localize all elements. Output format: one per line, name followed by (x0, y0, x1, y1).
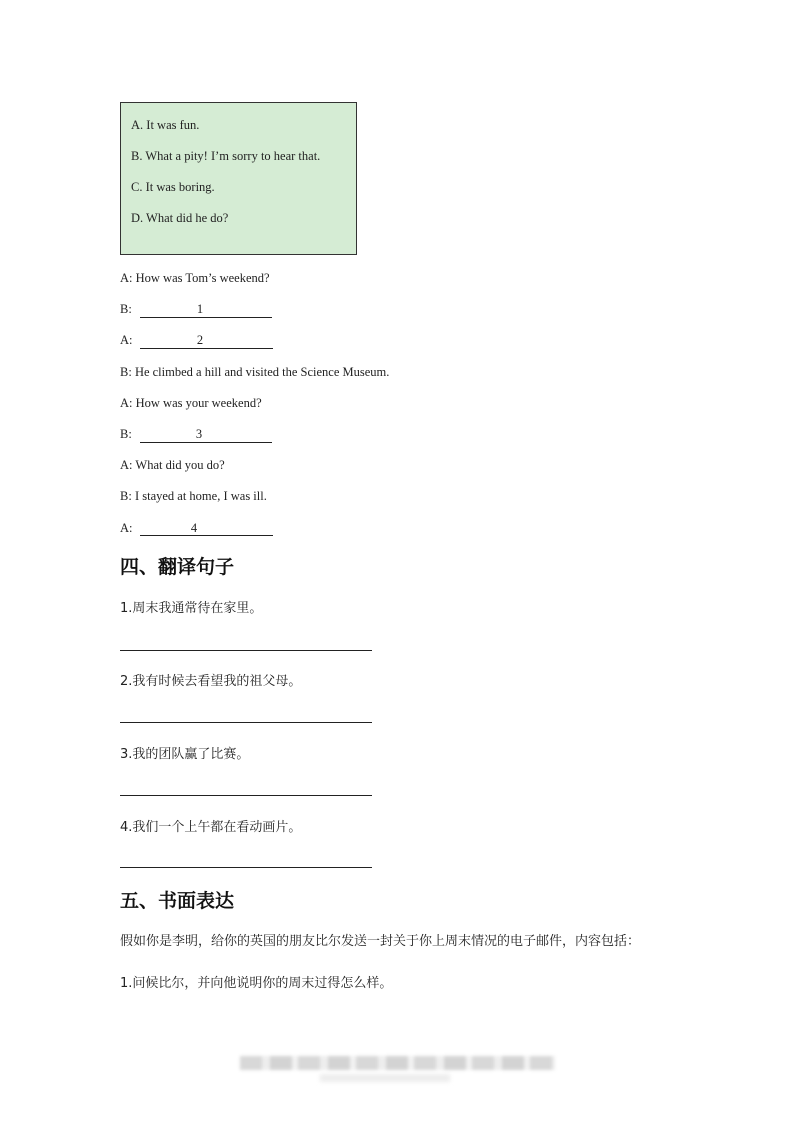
dialogue-text: I stayed at home, I was ill. (134, 489, 267, 503)
blank-number: 4 (190, 521, 198, 535)
options-box (120, 102, 357, 255)
answer-blank-2[interactable] (140, 348, 273, 349)
speaker-label: A: (120, 521, 133, 535)
blurred-footer (240, 1056, 555, 1070)
speaker-label: B: (120, 427, 132, 441)
dialogue-text: What did you do? (135, 458, 225, 472)
blurred-footer-sub (320, 1074, 450, 1082)
dialogue-line-8 (120, 489, 267, 504)
blank-number: 2 (196, 333, 204, 347)
dialogue-text: He climbed a hill and visited the Science Museum. (134, 365, 390, 379)
speaker-label: A: (120, 458, 133, 472)
speaker-label: B: (120, 302, 132, 316)
option-c: C. It was boring. (131, 180, 215, 194)
translate-item-1: 1.周末我通常待在家里。 (120, 601, 263, 616)
dialogue-line-2 (120, 302, 132, 317)
speaker-label: A: (120, 333, 133, 347)
translate-answer-line-1[interactable] (120, 650, 372, 651)
speaker-label: A: (120, 271, 133, 285)
translate-answer-line-3[interactable] (120, 795, 372, 796)
writing-item-1: 1.问候比尔，并向他说明你的周末过得怎么样。 (120, 976, 393, 991)
writing-prompt: 假如你是李明，给你的英国的朋友比尔发送一封关于你上周末情况的电子邮件，内容包括： (120, 934, 641, 949)
translate-answer-line-2[interactable] (120, 722, 372, 723)
dialogue-line-1 (120, 271, 270, 286)
dialogue-text: How was your weekend? (135, 396, 262, 410)
translate-item-3: 3.我的团队赢了比赛。 (120, 747, 250, 762)
dialogue-text: How was Tom’s weekend? (135, 271, 270, 285)
speaker-label: B: (120, 489, 132, 503)
translate-answer-line-4[interactable] (120, 867, 372, 868)
speaker-label: B: (120, 365, 132, 379)
blank-number: 1 (196, 302, 204, 316)
dialogue-line-5 (120, 396, 262, 411)
dialogue-line-9 (120, 521, 133, 536)
section-5-heading: 五、书面表达 (120, 890, 235, 912)
dialogue-line-4 (120, 365, 389, 380)
option-b: B. What a pity! I’m sorry to hear that. (131, 149, 321, 163)
translate-item-4: 4.我们一个上午都在看动画片。 (120, 820, 302, 835)
answer-blank-3[interactable] (140, 442, 272, 443)
answer-blank-1[interactable] (140, 317, 272, 318)
speaker-label: A: (120, 396, 133, 410)
blank-number: 3 (195, 427, 203, 441)
dialogue-line-7 (120, 458, 225, 473)
option-a: A. It was fun. (131, 118, 200, 132)
dialogue-line-6 (120, 427, 132, 442)
section-4-heading: 四、翻译句子 (120, 556, 235, 578)
dialogue-line-3 (120, 333, 133, 348)
option-d: D. What did he do? (131, 211, 229, 225)
answer-blank-4[interactable] (140, 535, 273, 536)
translate-item-2: 2.我有时候去看望我的祖父母。 (120, 674, 302, 689)
